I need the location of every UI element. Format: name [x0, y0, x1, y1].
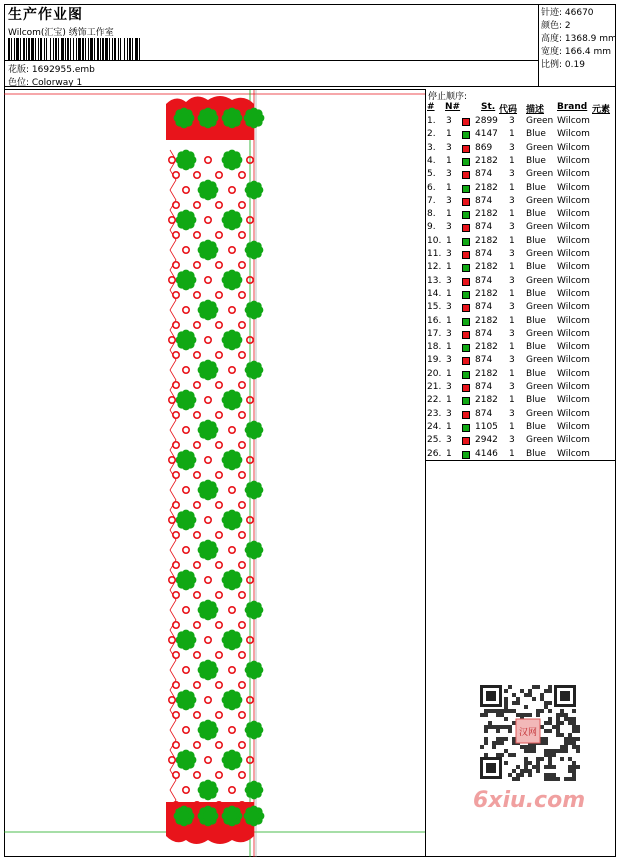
- row-code: 1: [509, 315, 515, 326]
- table-row: [426, 382, 616, 395]
- table-row: [426, 422, 616, 435]
- row-stitches: 874: [475, 408, 493, 419]
- row-stitches: 2182: [475, 342, 498, 353]
- table-row: [426, 355, 616, 368]
- color-swatch: [462, 397, 470, 405]
- row-stitches: 874: [475, 195, 493, 206]
- row-needle: 3: [446, 355, 452, 366]
- color-swatch: [462, 371, 470, 379]
- row-brand: Wilcom: [557, 421, 590, 432]
- design-preview: [4, 89, 426, 857]
- row-stitches: 2182: [475, 182, 498, 193]
- table-row: [426, 409, 616, 422]
- table-row: [426, 369, 616, 382]
- row-needle: 1: [446, 421, 452, 432]
- row-stitches: 4146: [475, 448, 498, 459]
- row-num: 8.: [427, 209, 436, 220]
- row-num: 17.: [427, 328, 442, 339]
- stat-width: 宽度: 166.4 mm: [541, 47, 612, 57]
- barcode: [8, 38, 140, 60]
- row-desc: Blue: [526, 288, 546, 299]
- table-row: [426, 262, 616, 275]
- color-swatch: [462, 264, 470, 272]
- qr-badge-text: 汉网: [518, 728, 538, 738]
- row-desc: Green: [526, 275, 554, 286]
- row-stitches: 2182: [475, 209, 498, 220]
- row-desc: Green: [526, 435, 554, 446]
- table-row: [426, 209, 616, 222]
- color-swatch: [462, 131, 470, 139]
- row-num: 25.: [427, 435, 442, 446]
- row-code: 1: [509, 209, 515, 220]
- row-code: 3: [509, 408, 515, 419]
- row-needle: 1: [446, 395, 452, 406]
- color-swatch: [462, 185, 470, 193]
- row-num: 10.: [427, 235, 442, 246]
- row-stitches: 4147: [475, 129, 498, 140]
- row-brand: Wilcom: [557, 288, 590, 299]
- row-desc: Blue: [526, 182, 546, 193]
- row-desc: Blue: [526, 129, 546, 140]
- stat-stitches: 针迹: 46670: [541, 8, 594, 18]
- row-code: 3: [509, 382, 515, 392]
- row-desc: Green: [526, 116, 554, 126]
- row-brand: Wilcom: [557, 435, 590, 446]
- row-code: 3: [509, 302, 515, 313]
- row-code: 3: [509, 435, 515, 446]
- embroidery-preview: [4, 90, 426, 857]
- color-swatch: [462, 291, 470, 299]
- row-stitches: 2942: [475, 435, 498, 446]
- col-header-needle: N#: [445, 102, 461, 112]
- row-needle: 1: [446, 182, 452, 193]
- row-num: 5.: [427, 169, 436, 180]
- header-divider: [4, 60, 538, 61]
- row-desc: Green: [526, 142, 554, 153]
- row-brand: Wilcom: [557, 235, 590, 246]
- table-row: [426, 342, 616, 355]
- row-stitches: 874: [475, 302, 493, 313]
- design-file: 花版: 1692955.emb: [8, 65, 95, 75]
- row-num: 1.: [427, 116, 436, 126]
- row-desc: Green: [526, 195, 554, 206]
- row-desc: Blue: [526, 342, 546, 353]
- table-row: [426, 302, 616, 315]
- table-row: [426, 129, 616, 142]
- studio-name: Wilcom(汇宝) 绣饰工作室: [8, 28, 114, 38]
- row-stitches: 2182: [475, 395, 498, 406]
- row-stitches: 2182: [475, 262, 498, 273]
- row-desc: Green: [526, 302, 554, 313]
- stat-height: 高度: 1368.9 mm: [541, 34, 617, 44]
- row-num: 6.: [427, 182, 436, 193]
- row-desc: Blue: [526, 315, 546, 326]
- row-desc: Blue: [526, 421, 546, 432]
- row-num: 12.: [427, 262, 442, 273]
- row-needle: 1: [446, 315, 452, 326]
- row-stitches: 2182: [475, 368, 498, 379]
- row-code: 3: [509, 169, 515, 180]
- row-brand: Wilcom: [557, 448, 590, 459]
- row-code: 3: [509, 116, 515, 126]
- row-desc: Blue: [526, 262, 546, 273]
- row-stitches: 874: [475, 275, 493, 286]
- row-desc: Green: [526, 222, 554, 233]
- row-num: 20.: [427, 368, 442, 379]
- row-brand: Wilcom: [557, 408, 590, 419]
- table-row: [426, 169, 616, 182]
- col-header-stitches: St.: [481, 102, 496, 112]
- row-desc: Blue: [526, 448, 546, 459]
- row-desc: Green: [526, 328, 554, 339]
- row-stitches: 874: [475, 169, 493, 180]
- row-code: 1: [509, 421, 515, 432]
- row-code: 1: [509, 288, 515, 299]
- row-needle: 1: [446, 262, 452, 273]
- row-num: 13.: [427, 275, 442, 286]
- color-swatch: [462, 224, 470, 232]
- table-row: [426, 222, 616, 235]
- row-brand: Wilcom: [557, 209, 590, 220]
- row-needle: 1: [446, 209, 452, 220]
- color-swatch: [462, 411, 470, 419]
- row-needle: 1: [446, 368, 452, 379]
- color-swatch: [462, 304, 470, 312]
- row-brand: Wilcom: [557, 328, 590, 339]
- row-brand: Wilcom: [557, 116, 590, 126]
- row-desc: Green: [526, 169, 554, 180]
- page-title: 生产作业图: [8, 7, 83, 23]
- color-swatch: [462, 278, 470, 286]
- table-row: [426, 289, 616, 302]
- row-needle: 1: [446, 342, 452, 353]
- color-swatch: [462, 318, 470, 326]
- row-num: 15.: [427, 302, 442, 313]
- table-row: [426, 116, 616, 129]
- color-swatch: [462, 238, 470, 246]
- row-stitches: 2899: [475, 116, 498, 126]
- row-needle: 3: [446, 435, 452, 446]
- row-brand: Wilcom: [557, 342, 590, 353]
- qr-code: [470, 681, 586, 785]
- table-row: [426, 435, 616, 448]
- row-code: 3: [509, 195, 515, 206]
- row-num: 26.: [427, 448, 442, 459]
- row-num: 11.: [427, 249, 442, 259]
- color-swatch: [462, 357, 470, 365]
- row-brand: Wilcom: [557, 182, 590, 193]
- row-stitches: 2182: [475, 288, 498, 299]
- row-needle: 1: [446, 235, 452, 246]
- color-swatch: [462, 344, 470, 352]
- row-brand: Wilcom: [557, 249, 590, 259]
- row-needle: 3: [446, 408, 452, 419]
- row-code: 3: [509, 249, 515, 259]
- row-code: 1: [509, 235, 515, 246]
- stat-scale: 比例: 0.19: [541, 60, 585, 70]
- row-num: 2.: [427, 129, 436, 140]
- color-swatch: [462, 145, 470, 153]
- table-row: [426, 276, 616, 289]
- color-swatch: [462, 211, 470, 219]
- row-code: 1: [509, 342, 515, 353]
- row-needle: 3: [446, 195, 452, 206]
- row-num: 7.: [427, 195, 436, 206]
- row-needle: 3: [446, 249, 452, 259]
- row-code: 3: [509, 355, 515, 366]
- row-stitches: 2182: [475, 315, 498, 326]
- row-needle: 3: [446, 169, 452, 180]
- table-bottom-border: [426, 460, 616, 461]
- table-row: [426, 183, 616, 196]
- row-needle: 3: [446, 275, 452, 286]
- row-num: 3.: [427, 142, 436, 153]
- row-stitches: 2182: [475, 155, 498, 166]
- color-swatch: [462, 198, 470, 206]
- row-num: 18.: [427, 342, 442, 353]
- table-row: [426, 236, 616, 249]
- row-needle: 3: [446, 382, 452, 392]
- row-desc: Blue: [526, 209, 546, 220]
- table-row: [426, 196, 616, 209]
- table-row: [426, 316, 616, 329]
- row-brand: Wilcom: [557, 169, 590, 180]
- row-code: 3: [509, 328, 515, 339]
- row-code: 3: [509, 222, 515, 233]
- row-stitches: 869: [475, 142, 493, 153]
- row-num: 21.: [427, 382, 442, 392]
- design-stats: [538, 4, 617, 86]
- row-needle: 1: [446, 448, 452, 459]
- row-code: 1: [509, 262, 515, 273]
- row-needle: 3: [446, 222, 452, 233]
- row-brand: Wilcom: [557, 315, 590, 326]
- row-stitches: 874: [475, 355, 493, 366]
- row-code: 3: [509, 142, 515, 153]
- row-num: 24.: [427, 421, 442, 432]
- row-desc: Blue: [526, 395, 546, 406]
- row-num: 22.: [427, 395, 442, 406]
- row-needle: 3: [446, 116, 452, 126]
- row-brand: Wilcom: [557, 129, 590, 140]
- row-desc: Green: [526, 408, 554, 419]
- color-swatch: [462, 384, 470, 392]
- col-header-code: 代码: [499, 105, 518, 115]
- row-needle: 1: [446, 288, 452, 299]
- stat-colors: 颜色: 2: [541, 21, 571, 31]
- row-num: 4.: [427, 155, 436, 166]
- row-code: 1: [509, 368, 515, 379]
- row-desc: Green: [526, 382, 554, 392]
- row-num: 9.: [427, 222, 436, 233]
- row-brand: Wilcom: [557, 262, 590, 273]
- row-code: 1: [509, 129, 515, 140]
- row-brand: Wilcom: [557, 195, 590, 206]
- row-code: 3: [509, 275, 515, 286]
- color-swatch: [462, 424, 470, 432]
- color-swatch: [462, 118, 470, 126]
- row-brand: Wilcom: [557, 368, 590, 379]
- row-brand: Wilcom: [557, 142, 590, 153]
- row-desc: Blue: [526, 155, 546, 166]
- col-header-desc: 描述: [526, 105, 545, 115]
- row-stitches: 2182: [475, 235, 498, 246]
- row-brand: Wilcom: [557, 395, 590, 406]
- color-swatch: [462, 171, 470, 179]
- color-swatch: [462, 158, 470, 166]
- row-brand: Wilcom: [557, 155, 590, 166]
- row-stitches: 1105: [475, 421, 498, 432]
- row-code: 1: [509, 448, 515, 459]
- row-needle: 3: [446, 328, 452, 339]
- row-stitches: 874: [475, 249, 493, 259]
- row-brand: Wilcom: [557, 355, 590, 366]
- row-desc: Blue: [526, 368, 546, 379]
- table-row: [426, 156, 616, 169]
- row-needle: 1: [446, 129, 452, 140]
- row-brand: Wilcom: [557, 222, 590, 233]
- color-swatch: [462, 251, 470, 259]
- row-brand: Wilcom: [557, 302, 590, 313]
- color-swatch: [462, 331, 470, 339]
- row-stitches: 874: [475, 328, 493, 339]
- row-code: 1: [509, 182, 515, 193]
- colorway-label: 色位: Colorway 1: [8, 78, 83, 88]
- table-row: [426, 395, 616, 408]
- watermark: 6xiu.com: [473, 788, 586, 813]
- row-needle: 3: [446, 142, 452, 153]
- row-desc: Green: [526, 355, 554, 366]
- col-header-element: 元素: [592, 105, 611, 115]
- row-num: 23.: [427, 408, 442, 419]
- row-num: 16.: [427, 315, 442, 326]
- color-swatch: [462, 437, 470, 445]
- table-row: [426, 329, 616, 342]
- col-header-num: #: [427, 102, 435, 112]
- table-row: [426, 143, 616, 156]
- header-bottom-divider: [4, 86, 616, 87]
- row-needle: 1: [446, 155, 452, 166]
- table-row: [426, 249, 616, 262]
- color-swatch: [462, 451, 470, 459]
- row-code: 1: [509, 395, 515, 406]
- row-desc: Green: [526, 249, 554, 259]
- row-num: 14.: [427, 288, 442, 299]
- row-num: 19.: [427, 355, 442, 366]
- row-brand: Wilcom: [557, 275, 590, 286]
- row-needle: 3: [446, 302, 452, 313]
- row-stitches: 874: [475, 222, 493, 233]
- row-brand: Wilcom: [557, 382, 590, 392]
- row-desc: Blue: [526, 235, 546, 246]
- col-header-brand: Brand: [557, 102, 588, 112]
- row-stitches: 874: [475, 382, 493, 392]
- sequence-title: 停止顺序:: [428, 92, 468, 102]
- row-code: 1: [509, 155, 515, 166]
